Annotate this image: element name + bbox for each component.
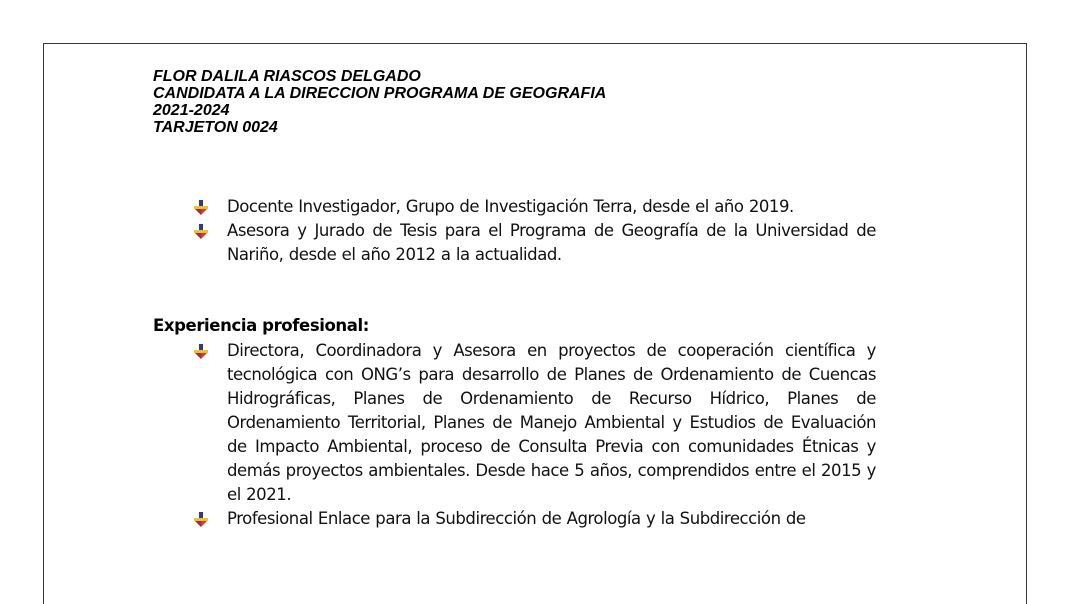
document-page xyxy=(43,43,1027,604)
experience-item-text: Profesional Enlace para la Subdirección de Agrología y la Subdirección de xyxy=(227,509,806,528)
candidate-header xyxy=(153,68,606,136)
down-arrow-bullet-icon xyxy=(194,224,208,239)
experience-item-text: Directora, Coordinadora y Asesora en proyectos de cooperación científica y tecnológica con ONG’s para desarrollo de Planes de Ordenamiento de Cuencas Hidrográficas, Planes de Ordenamiento de Recurso Hídrico, Planes de Ordenamiento Territorial, Planes de Manejo Ambiental y Estudios de Evaluación de Impacto Ambiental, proceso de Consulta Previa con comunidades Étnicas y demás proyectos ambientales. Desde hace 5 años, comprendidos entre el 2015 y el 2021. xyxy=(227,341,876,504)
candidacy-period: 2021-2024 xyxy=(153,102,230,119)
candidate-name: FLOR DALILA RIASCOS DELGADO xyxy=(153,68,421,85)
experience-heading: Experiencia profesional: xyxy=(153,316,369,335)
down-arrow-bullet-icon xyxy=(194,344,208,359)
list-item xyxy=(194,507,876,531)
academic-item-text: Asesora y Jurado de Tesis para el Programa de Geografía de la Universidad de Nariño, desde el año 2012 a la actualidad. xyxy=(227,221,876,264)
down-arrow-bullet-icon xyxy=(194,512,208,527)
list-item xyxy=(194,339,876,507)
ballot-number: TARJETON 0024 xyxy=(153,119,278,136)
experience-list xyxy=(194,339,876,531)
list-item xyxy=(194,219,876,267)
down-arrow-bullet-icon xyxy=(194,200,208,215)
academic-list xyxy=(194,195,876,267)
academic-item-text: Docente Investigador, Grupo de Investigación Terra, desde el año 2019. xyxy=(227,197,794,216)
candidacy-title: CANDIDATA A LA DIRECCION PROGRAMA DE GEOGRAFIA xyxy=(153,85,607,102)
list-item xyxy=(194,195,876,219)
